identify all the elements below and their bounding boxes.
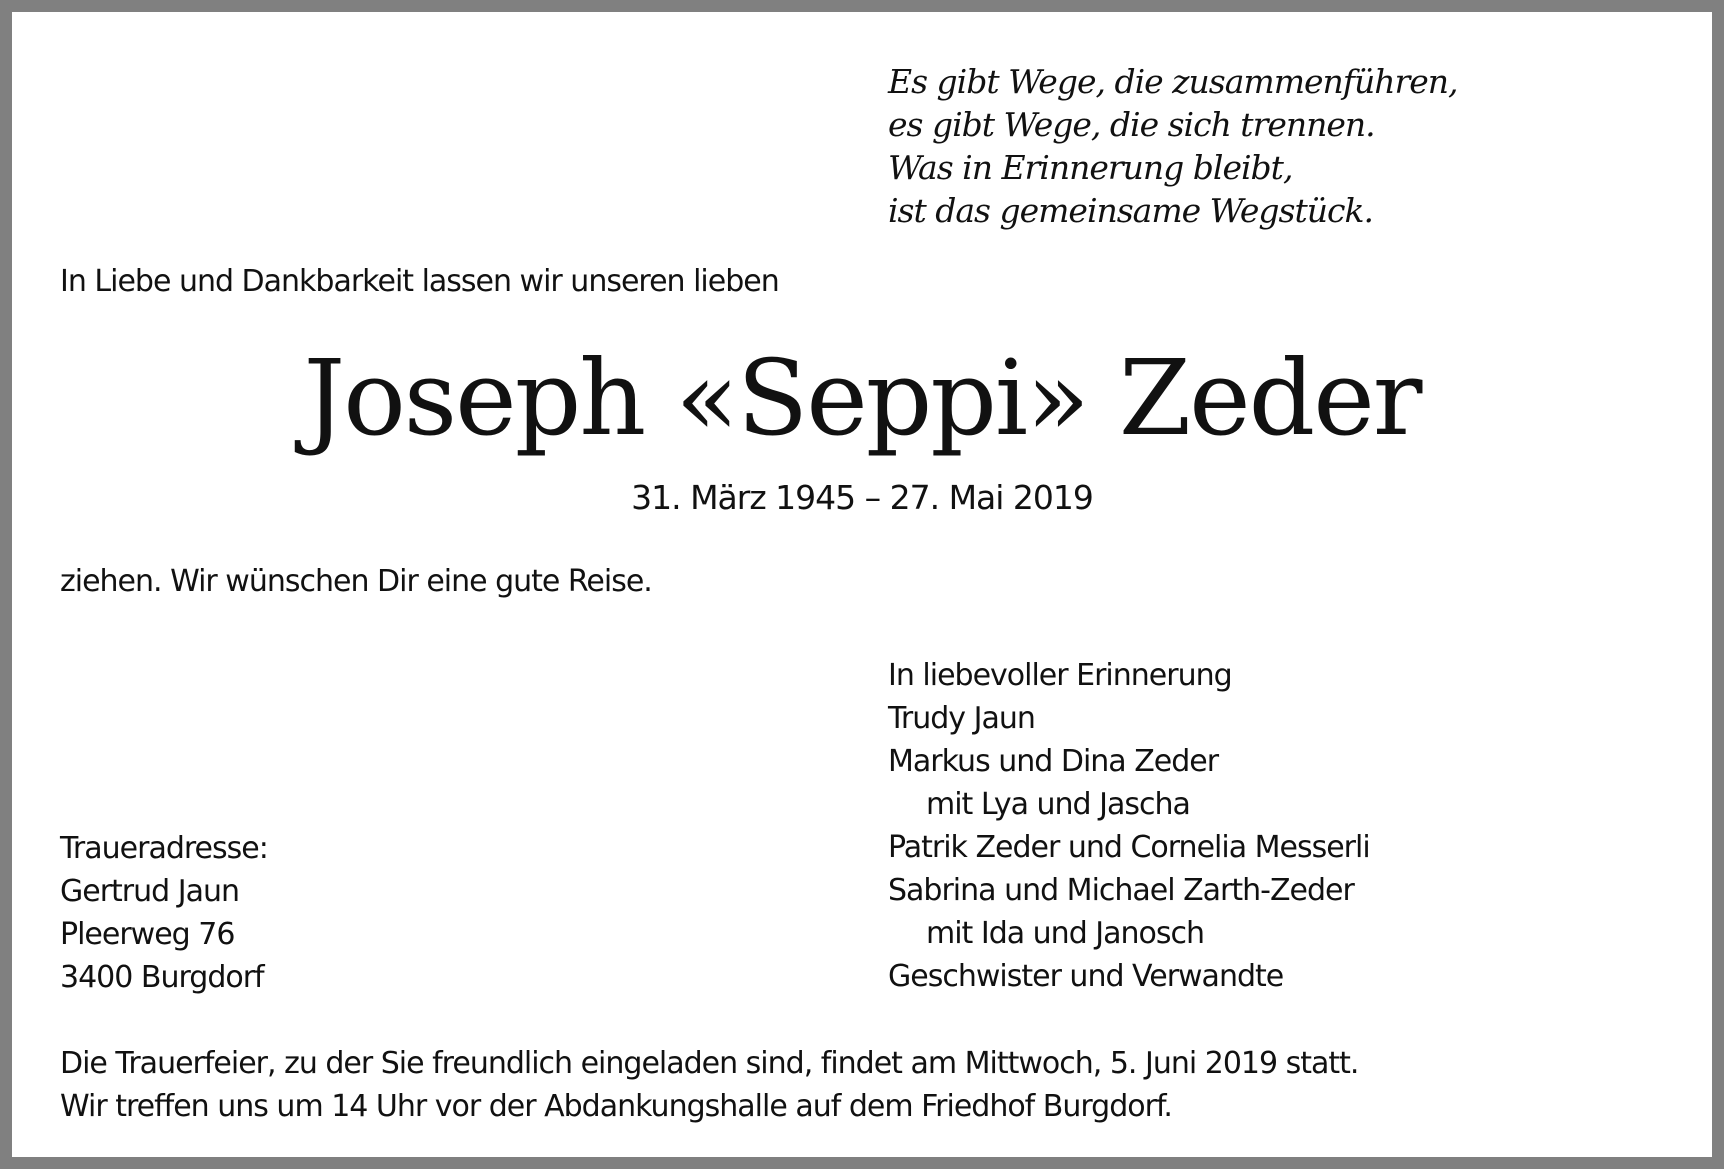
poem-line: Es gibt Wege, die zusammenführen, [888, 62, 1458, 101]
mourning-address [60, 827, 268, 999]
farewell-text: ziehen. Wir wünschen Dir eine gute Reise. [60, 564, 652, 599]
address-label: Traueradresse: [60, 831, 268, 866]
mourners-list [888, 654, 1370, 998]
address-name: Gertrud Jaun [60, 874, 239, 909]
funeral-service-info [60, 1042, 1358, 1128]
address-street: Pleerweg 76 [60, 917, 235, 952]
poem-line: es gibt Wege, die sich trennen. [888, 105, 1375, 144]
mourner-line: mit Lya und Jascha [926, 787, 1190, 822]
address-city: 3400 Burgdorf [60, 960, 264, 995]
poem-line: Was in Erinnerung bleibt, [888, 148, 1293, 187]
service-line: Wir treffen uns um 14 Uhr vor der Abdankungshalle auf dem Friedhof Burgdorf. [60, 1089, 1172, 1124]
mourner-line: Patrik Zeder und Cornelia Messerli [888, 830, 1370, 865]
deceased-name: Joseph «Seppi» Zeder [303, 337, 1421, 459]
poem [888, 60, 1458, 232]
mourner-line: Trudy Jaun [888, 701, 1035, 736]
life-dates: 31. März 1945 – 27. Mai 2019 [631, 478, 1093, 517]
intro-text: In Liebe und Dankbarkeit lassen wir unseren lieben [60, 264, 779, 299]
poem-line: ist das gemeinsame Wegstück. [888, 191, 1373, 230]
mourner-line: mit Ida und Janosch [926, 916, 1205, 951]
mourner-line: Sabrina und Michael Zarth-Zeder [888, 873, 1354, 908]
obituary-notice [12, 12, 1712, 1157]
mourners-heading: In liebevoller Erinnerung [888, 658, 1232, 693]
mourner-line: Markus und Dina Zeder [888, 744, 1219, 779]
service-line: Die Trauerfeier, zu der Sie freundlich eingeladen sind, findet am Mittwoch, 5. Juni 2019 statt. [60, 1046, 1359, 1081]
mourner-line: Geschwister und Verwandte [888, 959, 1284, 994]
